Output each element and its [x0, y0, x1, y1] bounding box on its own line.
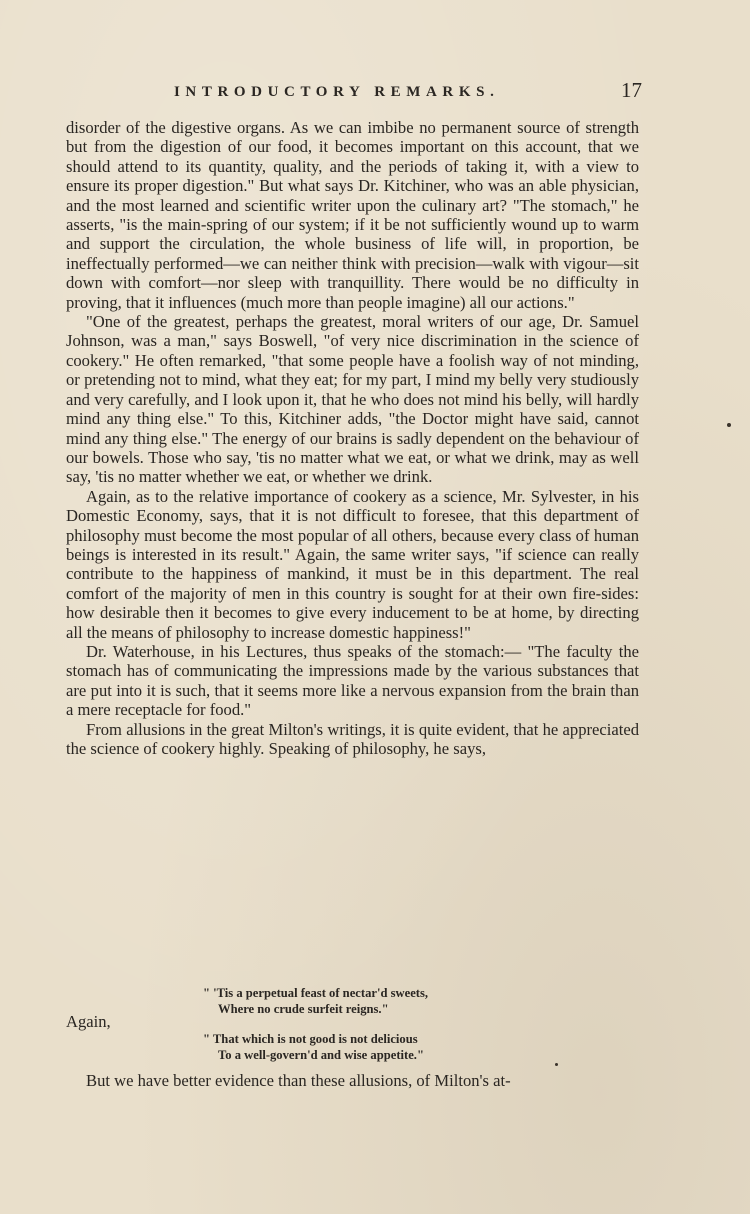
- page-header: [174, 78, 642, 106]
- paragraph-milton: From allusions in the great Milton's writings, it is quite evident, that he appreciated the science of cookery highly. Speaking of philosophy, he says,: [66, 719, 639, 758]
- again-label: Again,: [66, 1012, 111, 1031]
- paragraph-johnson: "One of the greatest, perhaps the greatest, moral writers of our age, Dr. Samuel Johnson, was a man," says Boswell, "of very nice discrimination in the science of cookery." He often remarked, "that some people have a foolish way of not minding, or pretending not to mind, what they eat; for my part, I mind my belly very studiously and very carefully, and I look upon it, that he who does not mind his belly, will hardly mind any thing else." To this, Kitchiner adds, "the Doctor might have said, cannot mind any thing else." The energy of our brains is sadly dependent on the behaviour of our bowels. Those who say, 'tis no matter what we eat, or what we drink, may as well say, 'tis no matter whether we eat, or whether we drink.: [66, 312, 639, 487]
- running-title: INTRODUCTORY REMARKS.: [174, 84, 500, 100]
- verse-quote-1: [203, 986, 428, 1017]
- verse-line: To a well-govern'd and wise appetite.": [218, 1047, 424, 1062]
- paragraph-digestion: disorder of the digestive organs. As we can imbibe no permanent source of strength but from the digestion of our food, it becomes important on this account, that we should attend to its quantity, quality, and the periods of taking it, with a view to ensure its proper digestion." But what says Dr. Kitchiner, who was an able physician, and the most learned and scientific writer upon the culinary art? "The stomach," he asserts, "is the main-spring of our system; if it be not sufficiently wound up to warm and support the circulation, the whole business of life will, in proportion, be ineffectually performed—we can neither think with precision—walk with vigour—sit down with comfort—nor sleep with tranquillity. There would be no difficulty in proving, that it influences (much more than people imagine) all our actions.": [66, 118, 639, 312]
- closing-line: But we have better evidence than these allusions, of Milton's at-: [86, 1071, 511, 1090]
- body-text: [66, 118, 639, 758]
- paragraph-sylvester: Again, as to the relative importance of cookery as a science, Mr. Sylvester, in his Domestic Economy, says, that it is not difficult to foresee, that this department of philosophy must become the most popular of all others, because every class of human beings is interested in its result." Again, the same writer says, "if science can really contribute to the happiness of mankind, it must be in this department. The real comfort of the majority of men in this country is sought for at their own fire-sides: how desirable then it becomes to give every inducement to be at home, by directing all the means of philosophy to increase domestic happiness!": [66, 486, 639, 642]
- paragraph-waterhouse: Dr. Waterhouse, in his Lectures, thus speaks of the stomach:— "The faculty the stomach has of communicating the impressions made by the various substances that are put into it is such, that it seems more like a nervous expansion from the brain than a mere receptacle for food.": [66, 641, 639, 720]
- verse-block: [66, 982, 639, 1064]
- verse-quote-2: [203, 1032, 424, 1063]
- ink-speck: [555, 1063, 558, 1066]
- verse-line: " That which is not good is not delicious: [203, 1032, 418, 1046]
- page-number: 17: [621, 78, 642, 102]
- verse-line: " 'Tis a perpetual feast of nectar'd sweets,: [203, 986, 429, 1000]
- ink-speck: [727, 423, 731, 427]
- verse-line: Where no crude surfeit reigns.": [218, 1001, 389, 1016]
